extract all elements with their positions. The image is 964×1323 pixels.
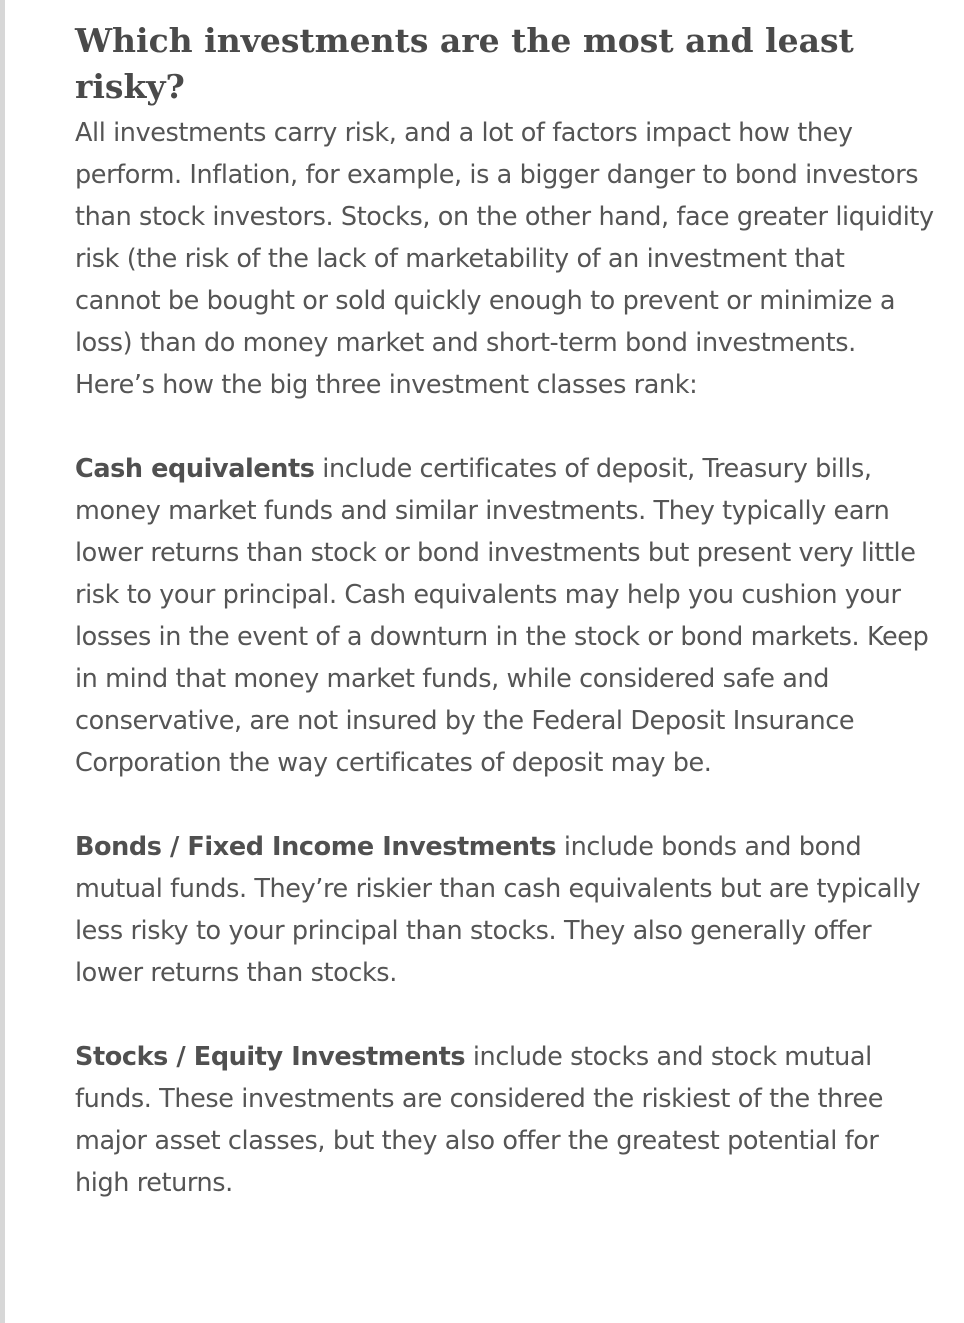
stocks-text: include stocks and stock mutual funds. These investments are considered the riskiest of the three major asset classes, but they also offer the greatest potential for high returns. (75, 1042, 883, 1198)
article-title: Which investments are the most and least risky? (75, 21, 854, 106)
cash-equivalents-term: Cash equivalents (75, 454, 315, 484)
article (75, 18, 935, 1204)
stocks-term: Stocks / Equity Investments (75, 1042, 466, 1072)
intro-paragraph: All investments carry risk, and a lot of factors impact how they perform. Inflation, for example, is a bigger danger to bond investors than stock investors. Stocks, on the other hand, face greater liquidity risk (the risk of the lack of marketability of an investment that cannot be bought or sold quickly enough to prevent or minimize a loss) than do money market and short-term bond investments. Here’s how the big three investment classes rank: (75, 118, 934, 400)
bonds-paragraph (75, 826, 935, 994)
bonds-term: Bonds / Fixed Income Investments (75, 832, 557, 862)
cash-equivalents-text: include certificates of deposit, Treasury bills, money market funds and similar investments. They typically earn lower returns than stock or bond investments but present very little risk to your principal. Cash equivalents may help you cushion your losses in the event of a downturn in the stock or bond markets. Keep in mind that money market funds, while considered safe and conservative, are not insured by the Federal Deposit Insurance Corporation the way certificates of deposit may be. (75, 454, 929, 778)
bonds-text: include bonds and bond mutual funds. They’re riskier than cash equivalents but are typically less risky to your principal than stocks. They also generally offer lower returns than stocks. (75, 832, 921, 988)
stocks-paragraph (75, 1036, 935, 1204)
cash-equivalents-paragraph (75, 448, 935, 784)
left-border (0, 0, 5, 1323)
